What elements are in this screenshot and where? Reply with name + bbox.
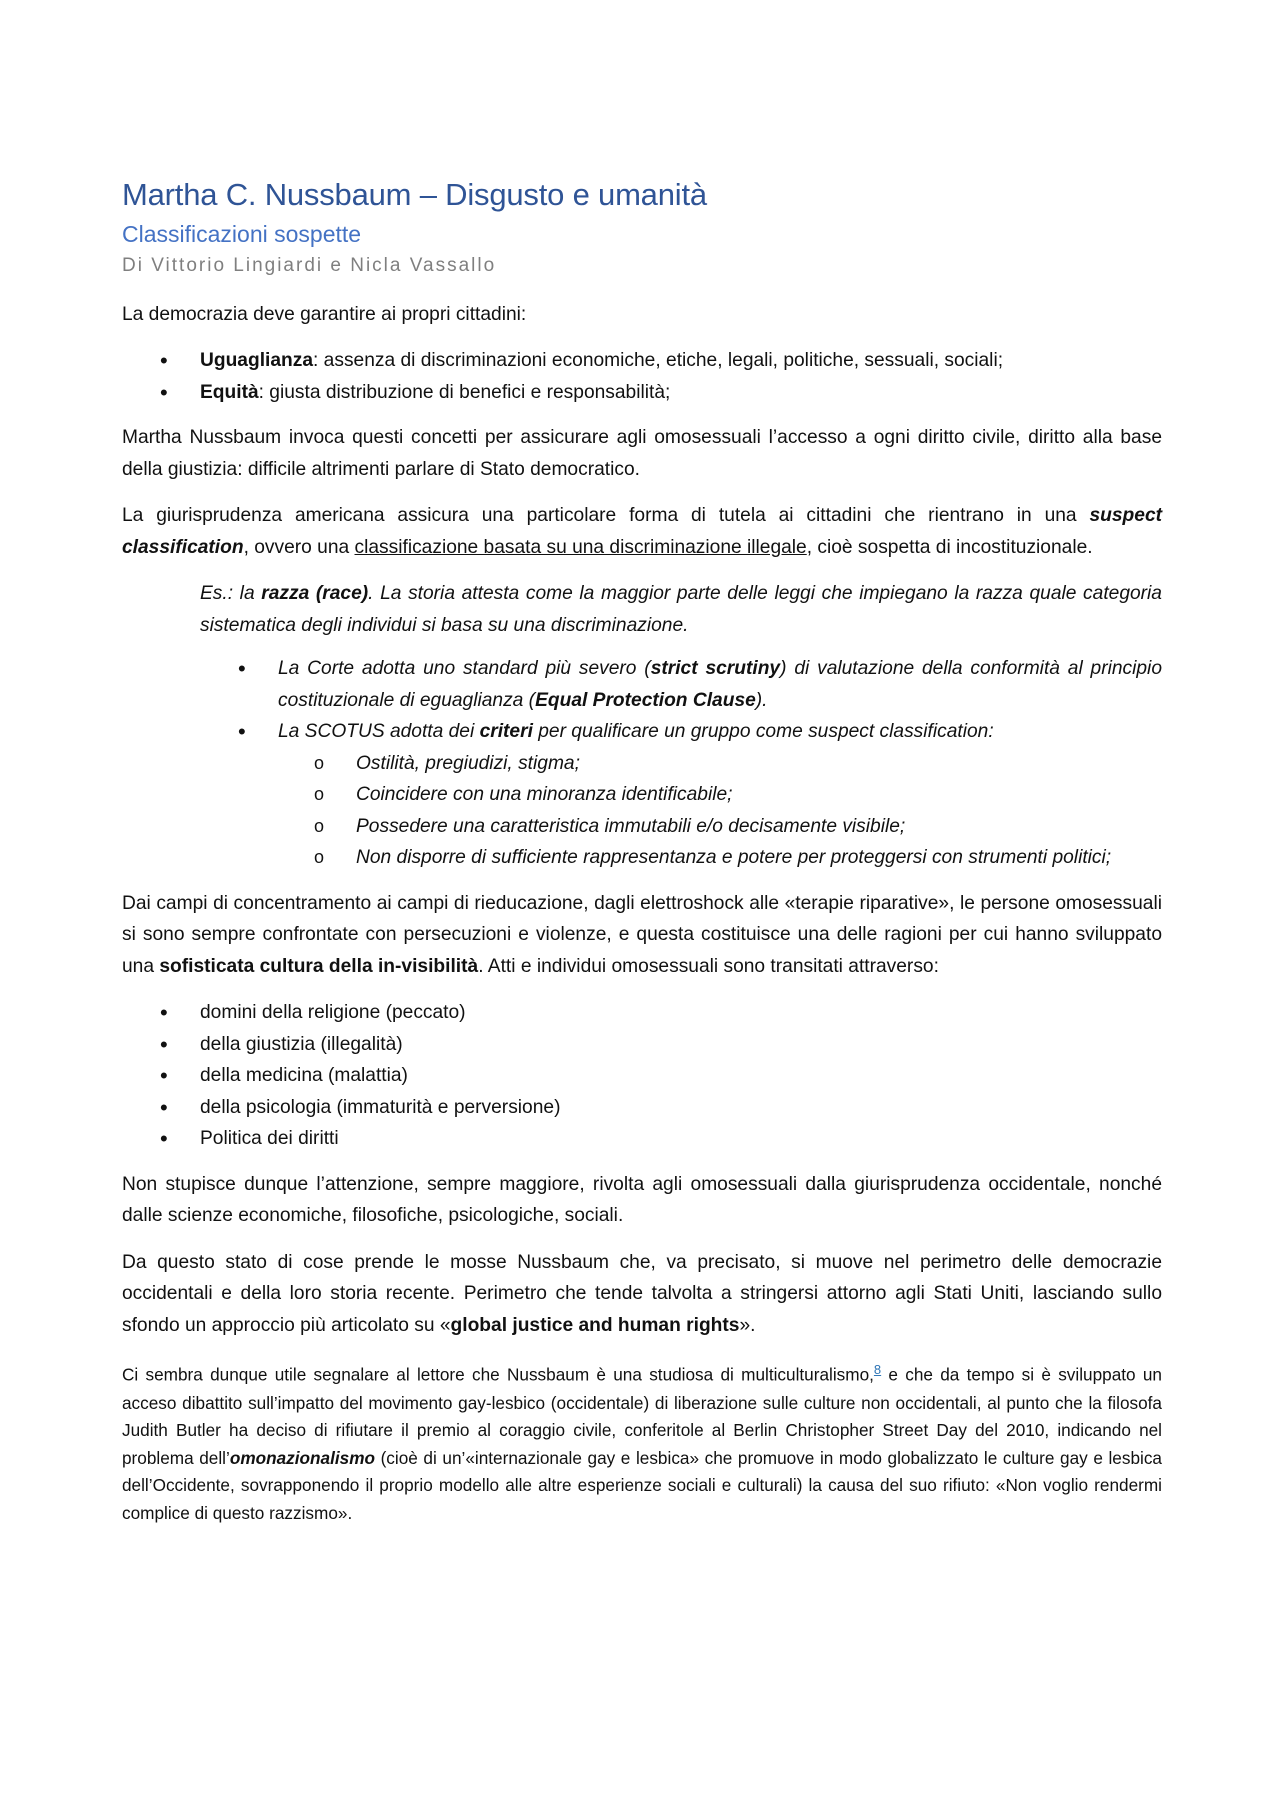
list-item: o Possedere una caratteristica immutabili e/o decisamente visibile;: [278, 811, 1162, 843]
paragraph: Da questo stato di cose prende le mosse Nussbaum che, va precisato, si muove nel perimetro delle democrazie occidentali e della loro storia recente. Perimetro che tende talvolta a stringersi attorno agli Stati Uniti, lasciando sullo sfondo un approccio più articolato su «global justice and human rights».: [122, 1251, 1162, 1336]
intro-paragraph: La democrazia deve garantire ai propri cittadini:: [122, 303, 527, 325]
note-paragraph: Ci sembra dunque utile segnalare al lettore che Nussbaum è una studiosa di multiculturalismo,$^8$ e che da tempo si è sviluppato un acceso dibattito sull’impatto del movimento gay-lesbico (occidentale) di liberazione sulle culture non occidentali, al punto che la filosofa Judith Butler ha deciso di rifiutare il premio al coraggio civile, conferitole al Berlin Christopher Street Day del 2010, indicando nel problema dell’omonazionalismo (cioè di un’«internazionale gay e lesbica» che promuove in modo globalizzato le culture gay e lesbica dell’Occidente, sovrapponendo il proprio modello alle altre esperienze sociali e culturali) la causa del suo rifiuto: «Non voglio rendermi complice di questo razzismo».: [122, 1362, 1162, 1523]
footnote-link[interactable]: 8: [873, 1362, 882, 1378]
list-item: • della giustizia (illegalità): [122, 1029, 1162, 1061]
list-item: • La Corte adotta uno standard più severo (strict scrutiny) di valutazione della conformità al principio costituzionale di eguaglianza (Equal Protection Clause).: [200, 653, 1162, 716]
criteria-list: [278, 748, 1162, 874]
term: Equità: [200, 381, 259, 403]
domains-list: [122, 997, 1162, 1155]
list-item: o Coincidere con una minoranza identificabile;: [278, 779, 1162, 811]
list-item: • Politica dei diritti: [122, 1123, 1162, 1155]
document-title: Martha C. Nussbaum – Disgusto e umanità: [122, 177, 707, 212]
paragraph: Non stupisce dunque l’attenzione, sempre maggiore, rivolta agli omosessuali dalla giurisprudenza occidentale, nonché dalle scienze economiche, filosofiche, psicologiche, sociali.: [122, 1173, 1162, 1227]
byline: Di Vittorio Lingiardi e Nicla Vassallo: [122, 254, 497, 276]
list-item: • Equità: giusta distribuzione di benefici e responsabilità;: [122, 377, 1162, 409]
list-item: • domini della religione (peccato): [122, 997, 1162, 1029]
list-item: • Uguaglianza: assenza di discriminazioni economiche, etiche, legali, politiche, sessuali, sociali;: [122, 345, 1162, 377]
list-item: • della psicologia (immaturità e perversione): [122, 1092, 1162, 1124]
list-item: • della medicina (malattia): [122, 1060, 1162, 1092]
principles-list: [122, 345, 1162, 408]
list-item: o Ostilità, pregiudizi, stigma;: [278, 748, 1162, 780]
example-block: [122, 578, 1162, 641]
paragraph: Martha Nussbaum invoca questi concetti per assicurare agli omosessuali l’accesso a ogni diritto civile, diritto alla base della giustizia: difficile altrimenti parlare di Stato democratico.: [122, 427, 1162, 480]
term: Uguaglianza: [200, 350, 314, 372]
document-body: [122, 176, 1162, 1527]
paragraph: La giurisprudenza americana assicura una particolare forma di tutela ai cittadini che rientrano in una suspect classification, ovvero una classificazione basata su una discriminazione illegale, cioè sospetta di incostituzionale.: [122, 505, 1162, 558]
list-item: o Non disporre di sufficiente rappresentanza e potere per proteggersi con strumenti politici;: [278, 842, 1162, 874]
paragraph: Dai campi di concentramento ai campi di rieducazione, dagli elettroshock alle «terapie riparative», le persone omosessuali si sono sempre confrontate con persecuzioni e violenze, e questa costituisce una delle ragioni per cui hanno sviluppato una sofisticata cultura della in-visibilità. Atti e individui omosessuali sono transitati attraverso:: [122, 892, 1162, 977]
example-paragraph: Es.: la razza (race). La storia attesta come la maggior parte delle leggi che impiegano la razza quale categoria sistematica degli individui si basa su una discriminazione.: [200, 583, 1162, 636]
section-heading: Classificazioni sospette: [122, 221, 362, 248]
list-item: • La SCOTUS adotta dei criteri per qualificare un gruppo come suspect classification: o Ostilità, pregiudizi, stigma; o Coincidere con una minoranza identificabile; o Possedere una caratteristica immutabili e/o decisamente visibile; o Non disporre di sufficiente rappresentanza e potere per proteggersi con strumenti politici;: [200, 716, 1162, 874]
court-list: [122, 653, 1162, 874]
